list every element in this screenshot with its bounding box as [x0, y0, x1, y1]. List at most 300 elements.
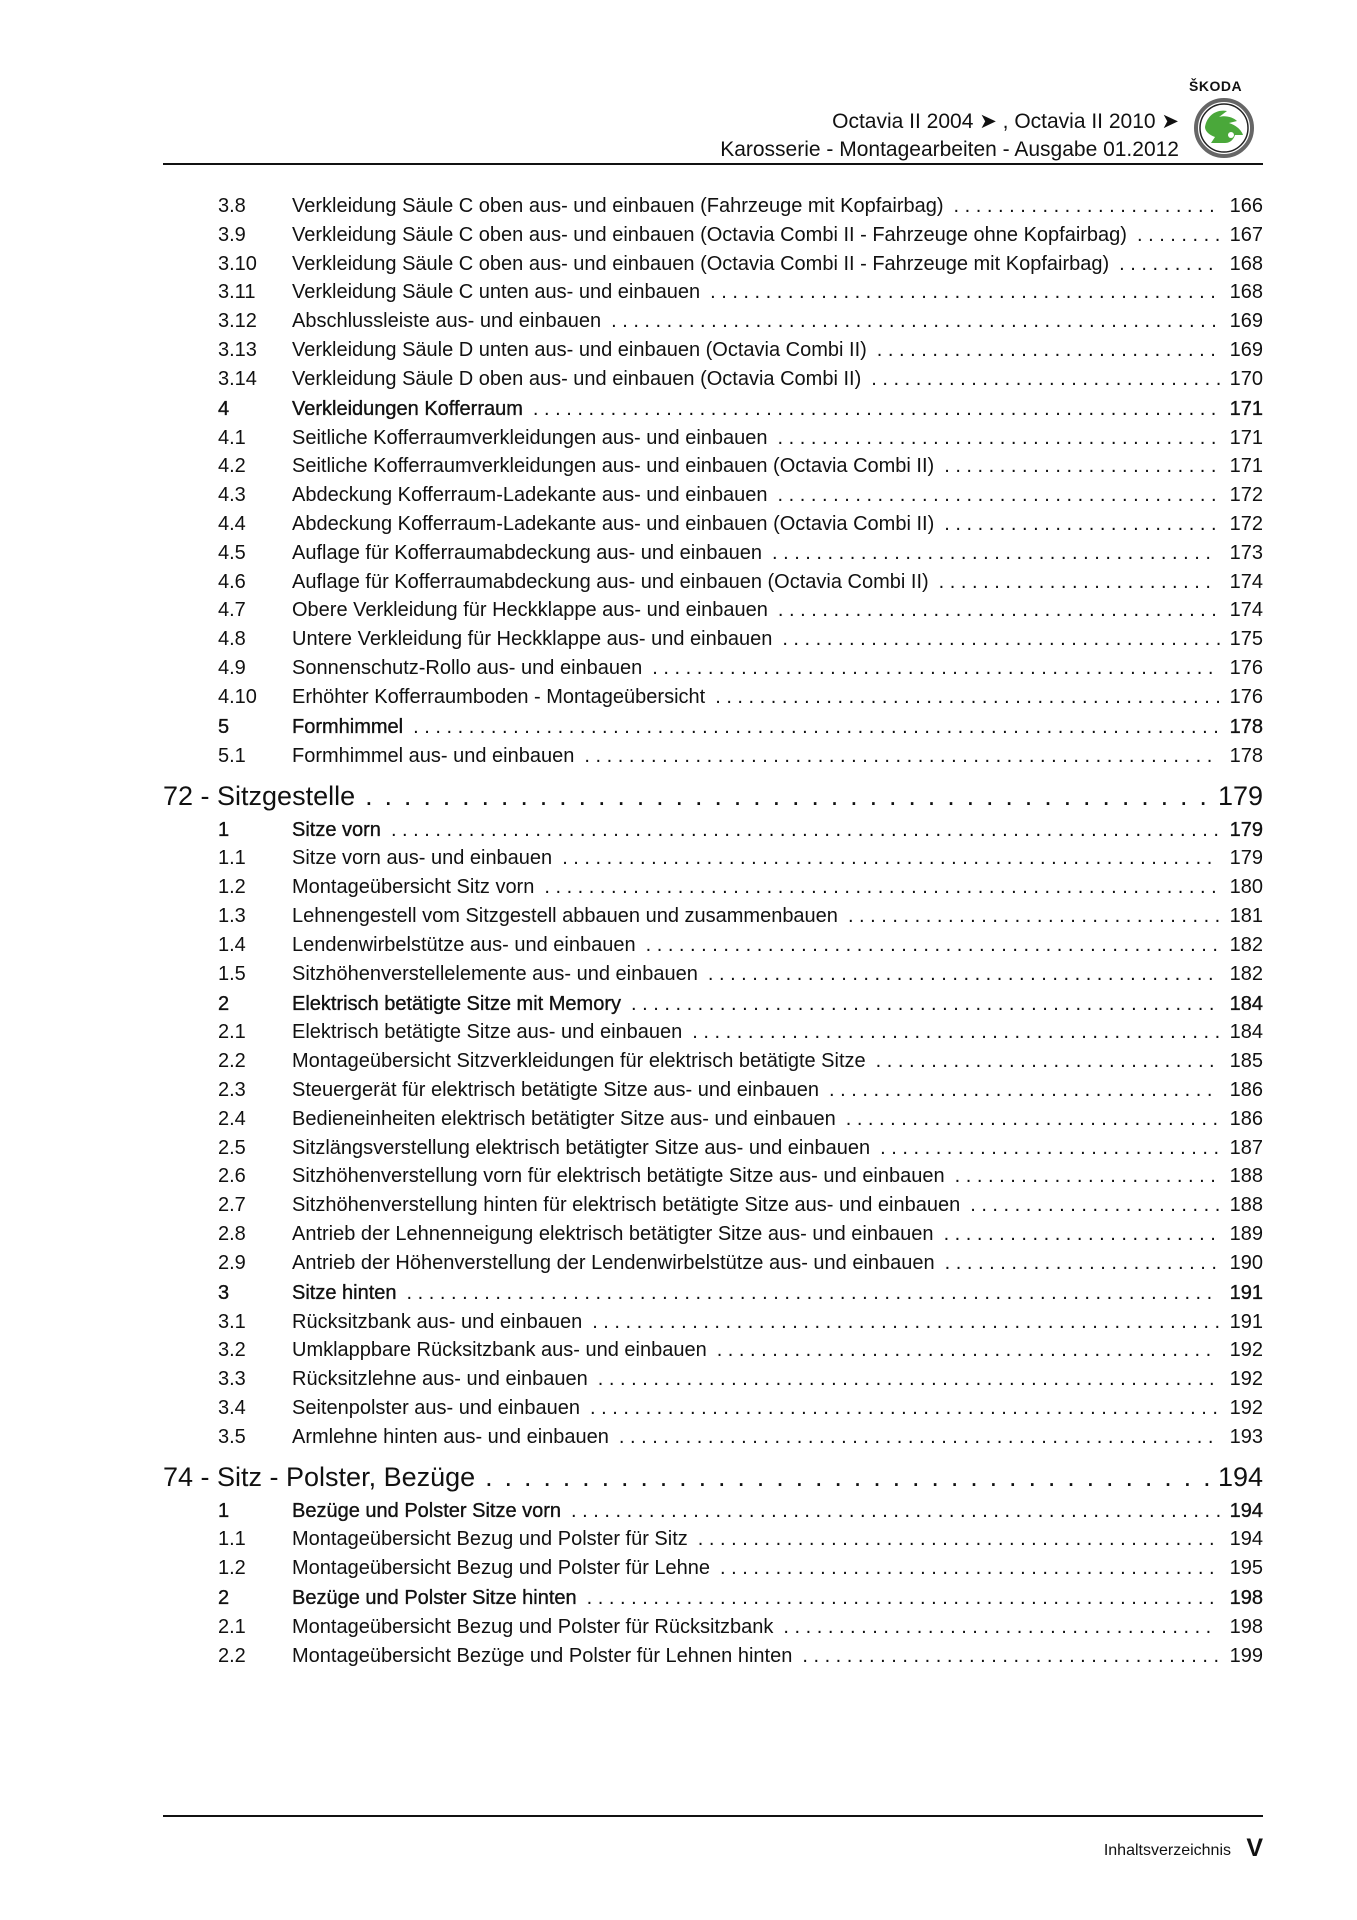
dot-leader-area	[391, 818, 1222, 842]
toc-page: 174	[1229, 599, 1263, 622]
dot-leader: . . . . . . . . . . . . . . . . . . . . . . . . . . . . . . .	[880, 1136, 1220, 1159]
toc-page: 175	[1229, 628, 1263, 651]
dot-leader-area	[533, 397, 1222, 421]
dot-leader-area	[720, 1556, 1222, 1580]
dot-leader-area	[717, 1338, 1222, 1362]
toc-entry[interactable]	[163, 1164, 1263, 1188]
toc-entry[interactable]	[163, 454, 1263, 478]
dot-leader-area	[584, 744, 1221, 768]
dot-leader-area	[778, 426, 1222, 450]
toc-number: 3.10	[218, 252, 257, 275]
toc-page: 172	[1229, 484, 1263, 507]
toc-entry[interactable]	[163, 1556, 1263, 1580]
dot-leader: . . . . . . . . . . . . . . . . . . . . . . . . . . . . . . . . . . . . . . . . . . . . .	[720, 1557, 1215, 1580]
toc-title: Sitzhöhenverstellung hinten für elektrisch betätigte Sitze aus- und einbauen	[292, 1194, 961, 1217]
dot-leader-area	[848, 904, 1222, 928]
toc-title: 74 - Sitz - Polster, Bezüge	[163, 1461, 476, 1492]
toc-title: Obere Verkleidung für Heckklappe aus- und einbauen	[292, 599, 768, 622]
toc-number: 2.5	[218, 1136, 246, 1159]
toc-title: Lehnengestell vom Sitzgestell abbauen und zusammenbauen	[292, 904, 838, 927]
toc-page: 169	[1229, 338, 1263, 361]
dot-leader-area	[778, 483, 1222, 507]
toc-entry[interactable]	[163, 280, 1263, 304]
toc-section[interactable]	[163, 397, 1263, 421]
toc-number: 1	[218, 818, 230, 841]
toc-title: Abdeckung Kofferraum-Ladekante aus- und einbauen	[292, 484, 768, 507]
toc-number: 1.4	[218, 933, 246, 956]
dot-leader-area	[715, 685, 1221, 709]
dot-leader: . . . . . . . . . . . . . . . . . . . . . . . . . . . . . . . . . . . . . . . . . . . . . . . . . . . . . . . . . . . . . . . . . . . . . . . . .	[406, 1281, 1213, 1304]
toc-number: 5.1	[218, 744, 246, 767]
dot-leader: . . . . . . . . . . . . . . . . . . . . . . . . . . . . . . . . . . . . . . . .	[777, 484, 1217, 507]
toc-title: Abschlussleiste aus- und einbauen	[292, 310, 602, 333]
footer-rule	[163, 1815, 1263, 1817]
toc-entry[interactable]	[163, 904, 1263, 928]
header-subtitle: Karosserie - Montagearbeiten - Ausgabe 01.2012	[720, 138, 1179, 161]
toc-entry[interactable]	[163, 1251, 1263, 1275]
toc-number: 3.12	[218, 310, 257, 333]
toc-page: 178	[1229, 744, 1263, 767]
dot-leader-area	[592, 1310, 1221, 1334]
dot-leader-area	[587, 1586, 1222, 1610]
toc-entry[interactable]	[163, 1527, 1263, 1551]
toc-entry[interactable]	[163, 426, 1263, 450]
toc-number: 1.1	[218, 847, 246, 870]
toc-page: 192	[1229, 1339, 1263, 1362]
dot-leader: . . . . . . . . . . . . . . . . . . . . . . . . . . . . . . .	[876, 338, 1216, 361]
dot-leader-area	[646, 933, 1222, 957]
toc-entry[interactable]	[163, 656, 1263, 680]
toc-page: 192	[1229, 1368, 1263, 1391]
toc-title: Abdeckung Kofferraum-Ladekante aus- und einbauen (Octavia Combi II)	[292, 512, 935, 535]
dot-leader: . . . . . . . . . . . . . . . . . . . . . . . . . . . . . . . . . . . . . . . . . . . . . . . . . . . . . . . . . . . . . . . . . . . . . . . . . . .	[390, 818, 1219, 841]
toc-page: 188	[1229, 1194, 1263, 1217]
skoda-logo-icon	[1193, 97, 1255, 164]
toc-page: 166	[1229, 195, 1263, 217]
toc-page: 184	[1229, 992, 1263, 1015]
dot-leader-area	[970, 1193, 1221, 1217]
toc-page: 179	[1217, 780, 1263, 811]
dot-leader-area	[1137, 223, 1222, 247]
toc-entry[interactable]	[163, 194, 1263, 218]
toc-chapter[interactable]	[163, 1461, 1263, 1493]
toc-page: 169	[1229, 310, 1263, 333]
dot-leader-area	[708, 962, 1222, 986]
dot-leader: . . . . . . . .	[1136, 223, 1221, 246]
dot-leader-area	[944, 454, 1221, 478]
toc-entry[interactable]	[163, 483, 1263, 507]
header-rule	[163, 163, 1263, 165]
toc-number: 3.14	[218, 367, 257, 390]
dot-leader: . . . . . . . . . . . . . . . . . . . . . . . . . . . . . . . . . . . . . . . . . . . . . . . . . . . . . . . . .	[592, 1310, 1221, 1333]
toc-title: Sitze vorn	[292, 818, 381, 841]
toc-page: 185	[1229, 1050, 1263, 1073]
dot-leader: . . . . . . . . . . . . . . . . . . . . . . . . . . . . . . . . . . . . . .	[802, 1644, 1220, 1667]
toc-title: Verkleidungen Kofferraum	[292, 397, 523, 420]
dot-leader: . . . . . . . . . . . . . . . . . . . . . . . . .	[944, 512, 1217, 535]
toc-entry[interactable]	[163, 1049, 1263, 1073]
toc-number: 4.8	[218, 628, 246, 651]
toc-number: 4.6	[218, 570, 246, 593]
dot-leader: . . . . . . . . . . . . . . . . . . . . . . . . . . . . . . . . . . . . . . . . . . . . . . . . . . . . . . . . . . . . .	[544, 876, 1217, 899]
dot-leader: . . . . . . . . . . . . . . . . . . . . . . . . . . . . . . . . . . . . . . . . . . . . . . . . . . .	[652, 656, 1214, 679]
toc-entry[interactable]	[163, 1367, 1263, 1391]
toc-page: 195	[1229, 1557, 1263, 1580]
toc-title: Sitze vorn aus- und einbauen	[292, 847, 553, 870]
dot-leader-area	[544, 875, 1221, 899]
toc-page: 194	[1229, 1499, 1263, 1522]
dot-leader-area	[692, 1020, 1221, 1044]
toc-number: 4.5	[218, 541, 246, 564]
toc-title: Verkleidung Säule C oben aus- und einbauen (Octavia Combi II - Fahrzeuge ohne Kopfairbag)	[292, 223, 1127, 246]
dot-leader: . . . . . . . . . . . . . . . . . . . . . . . . .	[944, 455, 1217, 478]
toc-number: 3.8	[218, 195, 246, 217]
dot-leader-area	[955, 1164, 1222, 1188]
toc-number: 2	[218, 1587, 230, 1610]
toc-page: 182	[1229, 933, 1263, 956]
toc-number: 4.4	[218, 512, 246, 535]
dot-leader-area	[876, 1049, 1222, 1073]
toc-number: 3.5	[218, 1425, 246, 1448]
toc-number: 2.3	[218, 1078, 246, 1101]
toc-title: Verkleidung Säule C oben aus- und einbauen (Octavia Combi II - Fahrzeuge mit Kopfairbag)	[292, 252, 1110, 275]
toc-title: Auflage für Kofferraumabdeckung aus- und einbauen	[292, 541, 762, 564]
toc-page: 174	[1229, 570, 1263, 593]
toc-number: 4.7	[218, 599, 246, 622]
toc-title: Antrieb der Lehnenneigung elektrisch betätigter Sitze aus- und einbauen	[292, 1222, 934, 1245]
toc-entry[interactable]	[163, 744, 1263, 768]
toc-title: Rücksitzlehne aus- und einbauen	[292, 1368, 588, 1391]
table-of-contents	[163, 194, 1263, 1673]
dot-leader-area	[652, 656, 1221, 680]
toc-page: 191	[1229, 1310, 1263, 1333]
toc-entry[interactable]	[163, 846, 1263, 870]
toc-number: 1.1	[218, 1528, 246, 1551]
dot-leader-area	[846, 1107, 1222, 1131]
toc-page: 176	[1229, 685, 1263, 708]
toc-title: Verkleidung Säule C unten aus- und einbauen	[292, 281, 701, 304]
toc-title: Lendenwirbelstütze aus- und einbauen	[292, 933, 636, 956]
toc-page: 191	[1229, 1281, 1263, 1304]
toc-entry[interactable]	[163, 685, 1263, 709]
toc-entry[interactable]	[163, 1615, 1263, 1639]
toc-number: 4.2	[218, 455, 246, 478]
dot-leader-area	[1119, 252, 1221, 276]
toc-entry[interactable]	[163, 1425, 1263, 1449]
toc-number: 2.6	[218, 1165, 246, 1188]
toc-page: 199	[1229, 1644, 1263, 1667]
dot-leader: . . . . . . . . . . . . . . . . . . . . . . . . . . . . . . . . . . . . . . . . . . . . . . . . . . . . . . . . .	[584, 744, 1213, 767]
toc-entry[interactable]	[163, 1396, 1263, 1420]
dot-leader-area	[571, 1499, 1222, 1523]
toc-entry[interactable]	[163, 1078, 1263, 1102]
toc-title: Sitze hinten	[292, 1281, 397, 1304]
dot-leader-area	[619, 1425, 1222, 1449]
dot-leader: . . . . . . . . . . . . . . . . . . . . . . . . . . . . . . . . . . . . . . . . . . . . . . . . . . . . .	[631, 992, 1215, 1015]
dot-leader: . . . . . . . . . . . . . . . . . . . . . . .	[970, 1194, 1221, 1217]
toc-title: 72 - Sitzgestelle	[163, 780, 356, 811]
toc-title: Armlehne hinten aus- und einbauen	[292, 1425, 609, 1448]
toc-number: 1.5	[218, 962, 246, 985]
toc-number: 3.9	[218, 223, 246, 246]
toc-number: 3.13	[218, 338, 257, 361]
toc-page: 194	[1217, 1461, 1263, 1492]
toc-number: 2.2	[218, 1050, 246, 1073]
toc-page: 168	[1229, 281, 1263, 304]
toc-entry[interactable]	[163, 338, 1263, 362]
dot-leader: . . . . . . . . . . . . . . . . . . . . . . . . . . . . . . . . . . . . . . . . . . . . . .	[715, 685, 1221, 708]
dot-leader-area	[413, 715, 1222, 739]
toc-title: Formhimmel aus- und einbauen	[292, 744, 575, 767]
dot-leader: . . . . . . . . . . . . . . . . . . . . . . . . . . . . . . . . . . . . . . . . . . . . . . . . . . . . . . . . . . . . . . . . . . . . . . . . .	[413, 715, 1219, 738]
toc-section[interactable]	[163, 1499, 1263, 1523]
toc-entry[interactable]	[163, 1020, 1263, 1044]
toc-title: Umklappbare Rücksitzbank aus- und einbauen	[292, 1339, 707, 1362]
toc-title: Montageübersicht Sitzverkleidungen für elektrisch betätigte Sitze	[292, 1050, 866, 1073]
toc-page: 170	[1229, 367, 1263, 390]
toc-title: Antrieb der Höhenverstellung der Lendenwirbelstütze aus- und einbauen	[292, 1251, 935, 1274]
toc-page: 176	[1229, 656, 1263, 679]
toc-chapter[interactable]	[163, 780, 1263, 812]
toc-page: 172	[1229, 512, 1263, 535]
toc-number: 2.2	[218, 1644, 246, 1667]
dot-leader-area	[802, 1644, 1221, 1668]
toc-entry[interactable]	[163, 1136, 1263, 1160]
toc-page: 198	[1229, 1587, 1263, 1610]
toc-number: 4.10	[218, 685, 257, 708]
toc-section[interactable]	[163, 992, 1263, 1016]
toc-title: Steuergerät für elektrisch betätigte Sitze aus- und einbauen	[292, 1078, 819, 1101]
dot-leader-area	[783, 1615, 1221, 1639]
dot-leader: . . . . . . . . . . . . . . . . . . . . . . . . . . . . . . . . . . . . . . . . . . . . . . . .	[692, 1021, 1221, 1044]
dot-leader-area	[944, 512, 1221, 536]
toc-entry[interactable]	[163, 875, 1263, 899]
footer-label: Inhaltsverzeichnis	[1103, 1842, 1231, 1859]
dot-leader: . . . . . . . . . . . . . . . . . . . . . . . .	[954, 1165, 1216, 1188]
dot-leader-area	[772, 541, 1222, 565]
toc-title: Seitliche Kofferraumverkleidungen aus- und einbauen (Octavia Combi II)	[292, 455, 935, 478]
dot-leader: . . . . . . . . . . . . . . . . . . . . . . . . . . . . . . . . . . . . . . . . . . . . . .	[710, 281, 1216, 304]
toc-entry[interactable]	[163, 962, 1263, 986]
toc-number: 3	[218, 1281, 230, 1304]
dot-leader: . . . . . . . . . . . . . . . . . . . . . . . . . . . . . . .	[875, 1050, 1215, 1073]
dot-leader: . . . . . . . . . . . . . . . . . . . . . . . . . . . . . . . . . . . . . . . . . . . . . . . . . . . . . .	[618, 1425, 1214, 1448]
toc-number: 2.9	[218, 1251, 246, 1274]
dot-leader-area	[954, 194, 1222, 218]
dot-leader-area	[945, 1251, 1222, 1275]
toc-title: Bezüge und Polster Sitze hinten	[292, 1587, 577, 1610]
toc-number: 3.11	[218, 281, 256, 304]
toc-entry[interactable]	[163, 1193, 1263, 1217]
dot-leader: . . . . . . . . . . . . . . . . . . . . . . . . . . . . . . . . . . . . . . . . . . . . . . . . . . . . . . . .	[597, 1368, 1215, 1391]
toc-title: Sitzhöhenverstellung vorn für elektrisch betätigte Sitze aus- und einbauen	[292, 1165, 945, 1188]
dot-leader: . . . . . . . . . . . . . . . . . . . . . . . . . . . . . . . . . . . . . . . . . . . . . . . . . . . . . . . . . . . . . .	[532, 397, 1217, 420]
dot-leader-area	[778, 598, 1222, 622]
dot-leader: . . . . . . . . . . . . . . . . . . . . . . . . . . . . . . . . . . . . . . . .	[771, 541, 1211, 564]
dot-leader-area	[871, 367, 1221, 391]
toc-title: Elektrisch betätigte Sitze mit Memory	[292, 992, 621, 1015]
dot-leader: . . . . . . . . . . . . . . . . . . . . . . . . . . . . . . . . . . . . . . . . . . . . . .	[707, 962, 1214, 985]
header-models: Octavia II 2004 ➤ , Octavia II 2010 ➤	[832, 110, 1179, 133]
toc-title: Montageübersicht Bezug und Polster für Lehne	[292, 1557, 711, 1580]
toc-page: 173	[1229, 541, 1263, 564]
dot-leader: . . . . . . . . . . . . . . . . . . . . . . . . . . . . . . . . . . . . . . . . . . . . .	[716, 1339, 1212, 1362]
toc-page: 188	[1229, 1165, 1263, 1188]
dot-leader-area	[365, 780, 1214, 812]
dot-leader-area	[698, 1527, 1222, 1551]
toc-page: 186	[1229, 1078, 1263, 1101]
dot-leader: . . . . . . . . . . . . . . . . . . . . . . . . . . . . . . . . . . . . . . . . . . . . . . .	[697, 1528, 1215, 1551]
toc-number: 4.9	[218, 656, 246, 679]
toc-number: 5	[218, 715, 230, 738]
toc-number: 3.1	[218, 1310, 246, 1333]
toc-entry[interactable]	[163, 598, 1263, 622]
toc-page: 181	[1229, 904, 1263, 927]
dot-leader-area	[407, 1281, 1222, 1305]
dot-leader-area	[631, 992, 1222, 1016]
dot-leader-area	[939, 570, 1222, 594]
toc-page: 186	[1229, 1107, 1263, 1130]
toc-entry[interactable]	[163, 1107, 1263, 1131]
toc-title: Auflage für Kofferraumabdeckung aus- und einbauen (Octavia Combi II)	[292, 570, 929, 593]
toc-title: Montageübersicht Bezug und Polster für Rücksitzbank	[292, 1616, 774, 1639]
toc-number: 1	[218, 1499, 230, 1522]
toc-title: Bedieneinheiten elektrisch betätigter Sitze aus- und einbauen	[292, 1107, 836, 1130]
dot-leader: . . . . . . . . . . . . . . . . . . . . . . . . .	[943, 1222, 1216, 1245]
toc-title: Verkleidung Säule D unten aus- und einbauen (Octavia Combi II)	[292, 338, 867, 361]
page-number: V	[1246, 1834, 1263, 1862]
toc-entry[interactable]	[163, 512, 1263, 536]
toc-page: 198	[1229, 1616, 1263, 1639]
toc-section[interactable]	[163, 715, 1263, 739]
toc-page: 184	[1229, 1021, 1263, 1044]
toc-title: Verkleidung Säule C oben aus- und einbauen (Fahrzeuge mit Kopfairbag)	[292, 195, 944, 217]
dot-leader-area	[880, 1136, 1222, 1160]
toc-page: 179	[1229, 847, 1263, 870]
toc-section[interactable]	[163, 818, 1263, 842]
toc-page: 182	[1229, 962, 1263, 985]
toc-number: 1.2	[218, 876, 246, 899]
toc-page: 179	[1229, 818, 1263, 841]
toc-title: Elektrisch betätigte Sitze aus- und einbauen	[292, 1021, 683, 1044]
toc-title: Montageübersicht Bezug und Polster für Sitz	[292, 1528, 688, 1551]
dot-leader-area	[598, 1367, 1222, 1391]
dot-leader: . . . . . . . . . . . . . . . . . . . . . . . . . . . . . . . . . . . . . . .	[783, 1616, 1212, 1639]
toc-number: 2.4	[218, 1107, 246, 1130]
toc-entry[interactable]	[163, 570, 1263, 594]
toc-title: Montageübersicht Sitz vorn	[292, 876, 535, 899]
toc-title: Formhimmel	[292, 715, 404, 738]
toc-title: Untere Verkleidung für Heckklappe aus- und einbauen	[292, 628, 773, 651]
toc-number: 2	[218, 992, 230, 1015]
toc-entry[interactable]	[163, 1338, 1263, 1362]
toc-number: 3.2	[218, 1339, 246, 1362]
toc-title: Seitenpolster aus- und einbauen	[292, 1396, 580, 1419]
brand-wordmark: ŠKODA	[1189, 78, 1243, 94]
dot-leader: . . . . . . . . . . . . . . . . . . . . . . . . . . . . . . . . . . . . . . . . . . . .	[365, 780, 1210, 811]
toc-number: 2.8	[218, 1222, 246, 1245]
toc-title: Verkleidung Säule D oben aus- und einbauen (Octavia Combi II)	[292, 367, 862, 390]
toc-title: Bezüge und Polster Sitze vorn	[292, 1499, 562, 1522]
toc-entry[interactable]	[163, 223, 1263, 247]
toc-page: 193	[1229, 1425, 1263, 1448]
toc-number: 2.1	[218, 1616, 246, 1639]
toc-entry[interactable]	[163, 367, 1263, 391]
dot-leader: . . . . . . . . . . . . . . . . . . . . . . . . . . . . . . . . . . . . . . . .	[782, 628, 1222, 651]
toc-title: Sitzlängsverstellung elektrisch betätigter Sitze aus- und einbauen	[292, 1136, 871, 1159]
toc-entry[interactable]	[163, 1310, 1263, 1334]
toc-entry[interactable]	[163, 627, 1263, 651]
dot-leader-area	[710, 280, 1222, 304]
dot-leader: . . . . . . . . . . . . . . . . . . . . . . . . .	[938, 570, 1211, 593]
toc-page: 178	[1229, 715, 1263, 738]
toc-entry[interactable]	[163, 541, 1263, 565]
toc-title: Seitliche Kofferraumverkleidungen aus- und einbauen	[292, 426, 768, 449]
toc-page: 171	[1229, 455, 1263, 478]
toc-page: 192	[1229, 1396, 1263, 1419]
dot-leader: . . . . . . . . . . . . . . . . . . . . . . . . . . . . . . . . . .	[847, 904, 1221, 927]
dot-leader: . . . . . . . . . . . . . . . . . . . . . . . . . . . . . . . . . . . . . . . . . . . . . . . . . . . . . . . . . . .	[571, 1499, 1222, 1522]
dot-leader: . . . . . . . . . . . . . . . . . . . . . . . . .	[944, 1251, 1217, 1274]
toc-title: Montageübersicht Bezüge und Polster für Lehnen hinten	[292, 1644, 793, 1667]
toc-entry[interactable]	[163, 933, 1263, 957]
dot-leader: . . . . . . . . . . . . . . . . . . . . . . . . . . . . . . . . . . . . . . . . . . . . . . . . . . . . . . . . .	[586, 1587, 1215, 1610]
toc-number: 1.3	[218, 904, 246, 927]
toc-title: Erhöhter Kofferraumboden - Montageübersicht	[292, 685, 706, 708]
toc-number: 4.1	[218, 426, 246, 449]
toc-number: 2.1	[218, 1021, 246, 1044]
toc-page: 167	[1229, 223, 1263, 246]
toc-number: 4	[218, 397, 230, 420]
toc-title: Sitzhöhenverstellelemente aus- und einbauen	[292, 962, 698, 985]
toc-page: 189	[1229, 1222, 1263, 1245]
dot-leader: . . . . . . . . . . . . . . . . . . . . . . . . . . . . . . . .	[871, 367, 1222, 390]
toc-section[interactable]	[163, 1281, 1263, 1305]
toc-page: 171	[1229, 397, 1263, 420]
toc-number: 3.4	[218, 1396, 246, 1419]
dot-leader: . . . . . . . . .	[1119, 252, 1214, 275]
toc-number: 4.3	[218, 484, 246, 507]
toc-entry[interactable]	[163, 1644, 1263, 1668]
dot-leader: . . . . . . . . . . . . . . . . . . . . . . . . . . . . . . . . . .	[845, 1107, 1218, 1130]
dot-leader: . . . . . . . . . . . . . . . . . . . . . . . . . . . . . . . . . . . . . . . . . . . . . . . . . . . .	[645, 933, 1218, 956]
dot-leader: . . . . . . . . . . . . . . . . . . . . . . . . . . . . . . . . . . .	[829, 1078, 1213, 1101]
dot-leader: . . . . . . . . . . . . . . . . . . . . . . . . . . . . . . . . . . . . . .	[485, 1461, 1213, 1492]
dot-leader-area	[590, 1396, 1222, 1420]
dot-leader-area	[877, 338, 1222, 362]
dot-leader: . . . . . . . . . . . . . . . . . . . . . . . . . . . . . . . . . . . . . . . . . . . . . . . . . . . . . . . . .	[590, 1396, 1218, 1419]
dot-leader-area	[611, 309, 1222, 333]
toc-page: 187	[1229, 1136, 1263, 1159]
toc-number: 3.3	[218, 1368, 246, 1391]
dot-leader-area	[562, 846, 1221, 870]
toc-number: 1.2	[218, 1557, 246, 1580]
toc-entry[interactable]	[163, 309, 1263, 333]
dot-leader-area	[485, 1461, 1214, 1493]
toc-entry[interactable]	[163, 252, 1263, 276]
toc-page: 180	[1229, 876, 1263, 899]
toc-page: 194	[1229, 1528, 1263, 1551]
toc-title: Sonnenschutz-Rollo aus- und einbauen	[292, 656, 643, 679]
toc-section[interactable]	[163, 1586, 1263, 1610]
toc-page: 168	[1229, 252, 1263, 275]
dot-leader-area	[829, 1078, 1222, 1102]
toc-page: 190	[1229, 1251, 1263, 1274]
toc-entry[interactable]	[163, 1222, 1263, 1246]
toc-page: 171	[1229, 426, 1263, 449]
dot-leader: . . . . . . . . . . . . . . . . . . . . . . . . . . . . . . . . . . . . . . . .	[777, 599, 1217, 622]
toc-number: 2.7	[218, 1194, 246, 1217]
